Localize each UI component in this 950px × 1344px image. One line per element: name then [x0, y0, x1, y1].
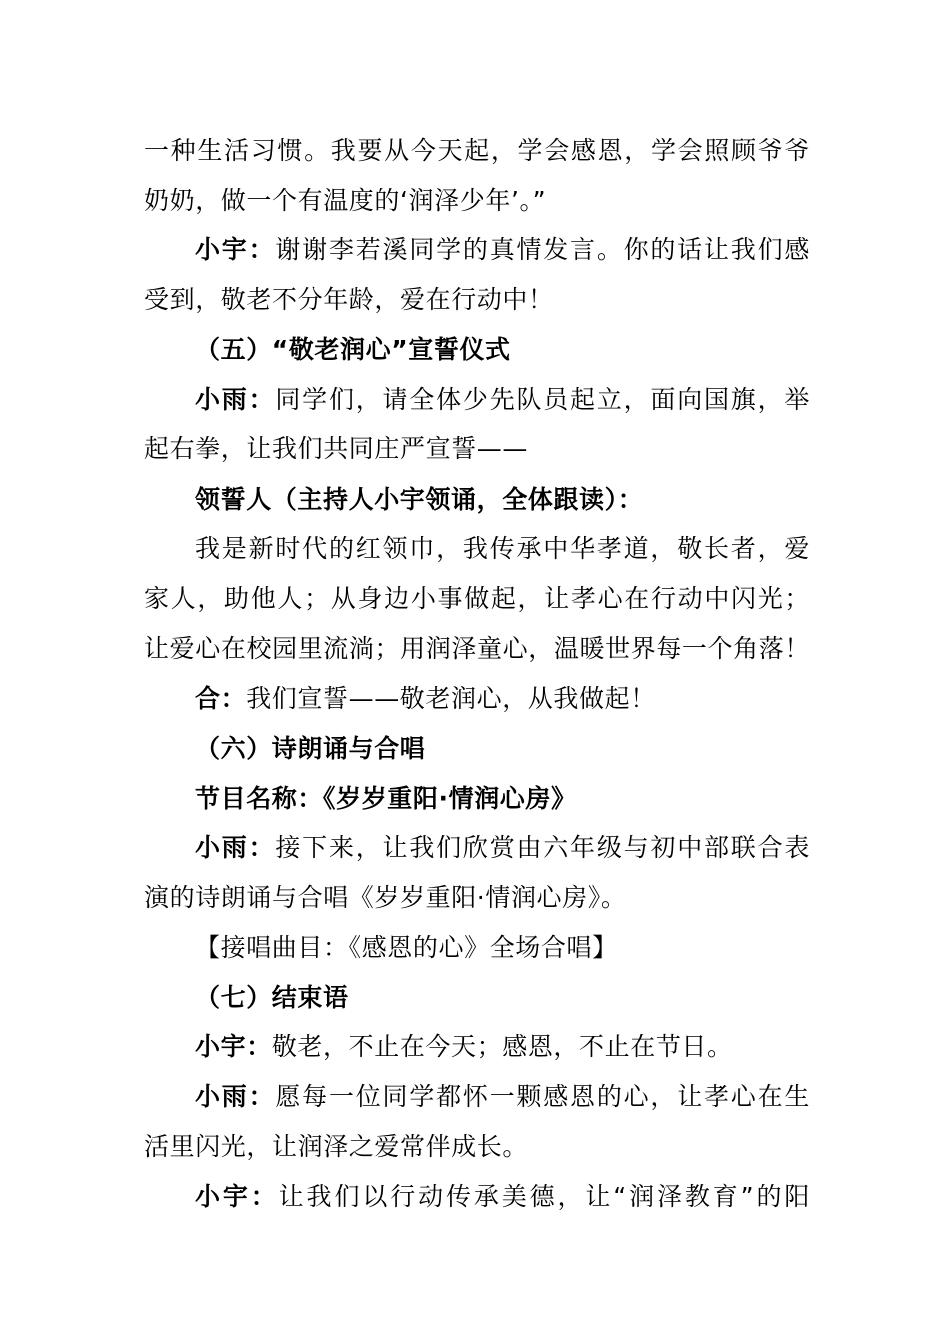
- oath-line: [195, 529, 810, 569]
- section-heading: [195, 330, 810, 370]
- line-text: 让我们以行动传承美德，让“润泽教育”的阳: [278, 1182, 811, 1211]
- line-text: 愿每一位同学都怀一颗感恩的心，让孝心在生: [275, 1082, 810, 1111]
- speaker-label: 小宇：: [195, 235, 276, 264]
- paragraph-line: [144, 280, 810, 320]
- oath-line: [144, 579, 810, 619]
- speaker-label: 合：: [195, 684, 247, 713]
- speaker-label: 小宇：: [195, 1032, 272, 1061]
- dialogue-line: [195, 679, 810, 719]
- line-text: 家人，助他人；从身边小事做起，让孝心在行动中闪光；: [144, 584, 810, 613]
- line-text: 奶奶，做一个有温度的‘润泽少年’。”: [144, 186, 547, 215]
- oath-leader-line: [195, 480, 810, 520]
- line-text: 敬老，不止在今天；感恩，不止在节日。: [271, 1032, 733, 1061]
- line-text: 节目名称：《岁岁重阳·情润心房》: [195, 784, 577, 813]
- line-text: 让爱心在校园里流淌；用润泽童心，温暖世界每一个角落！: [144, 634, 810, 663]
- line-text: 领誓人（主持人小宇领诵，全体跟读）：: [195, 485, 644, 514]
- section-heading-text: （六）诗朗诵与合唱: [195, 734, 426, 763]
- line-text: 受到，敬老不分年龄，爱在行动中！: [144, 285, 554, 314]
- line-text: 【接唱曲目：《感恩的心》全场合唱】: [195, 933, 618, 962]
- oath-line: [144, 629, 810, 669]
- line-text: 我们宣誓——敬老润心，从我做起！: [246, 684, 656, 713]
- dialogue-line: [195, 1027, 810, 1067]
- paragraph-line: [144, 131, 810, 171]
- section-heading: [195, 978, 810, 1018]
- dialogue-line: [195, 1077, 810, 1117]
- dialogue-line: [195, 1177, 810, 1217]
- section-heading-text: （七）结束语: [195, 983, 349, 1012]
- line-text: 一种生活习惯。我要从今天起，学会感恩，学会照顾爷爷: [144, 136, 810, 165]
- speaker-label: 小雨：: [195, 1082, 276, 1111]
- program-name-line: [195, 779, 810, 819]
- speaker-label: 小雨：: [195, 385, 276, 414]
- paragraph-line: [144, 429, 810, 469]
- paragraph-line: [144, 181, 810, 221]
- song-note-line: [195, 928, 810, 968]
- line-text: 演的诗朗诵与合唱《岁岁重阳·情润心房》。: [144, 883, 627, 912]
- dialogue-line: [195, 380, 810, 420]
- line-text: 活里闪光，让润泽之爱常伴成长。: [144, 1132, 529, 1161]
- speaker-label: 小宇：: [195, 1182, 279, 1211]
- dialogue-line: [195, 828, 810, 868]
- line-text: 同学们，请全体少先队员起立，面向国旗，举: [275, 385, 810, 414]
- line-text: 起右拳，让我们共同庄严宣誓——: [144, 434, 529, 463]
- speaker-label: 小雨：: [195, 833, 276, 862]
- paragraph-line: [144, 878, 810, 918]
- line-text: 我是新时代的红领巾，我传承中华孝道，敬长者，爱: [195, 534, 810, 563]
- paragraph-line: [144, 1127, 810, 1167]
- line-text: 接下来，让我们欣赏由六年级与初中部联合表: [275, 833, 810, 862]
- dialogue-line: [195, 230, 810, 270]
- section-heading-text: （五）“敬老润心”宣誓仪式: [195, 335, 511, 364]
- section-heading: [195, 729, 810, 769]
- line-text: 谢谢李若溪同学的真情发言。你的话让我们感: [275, 235, 810, 264]
